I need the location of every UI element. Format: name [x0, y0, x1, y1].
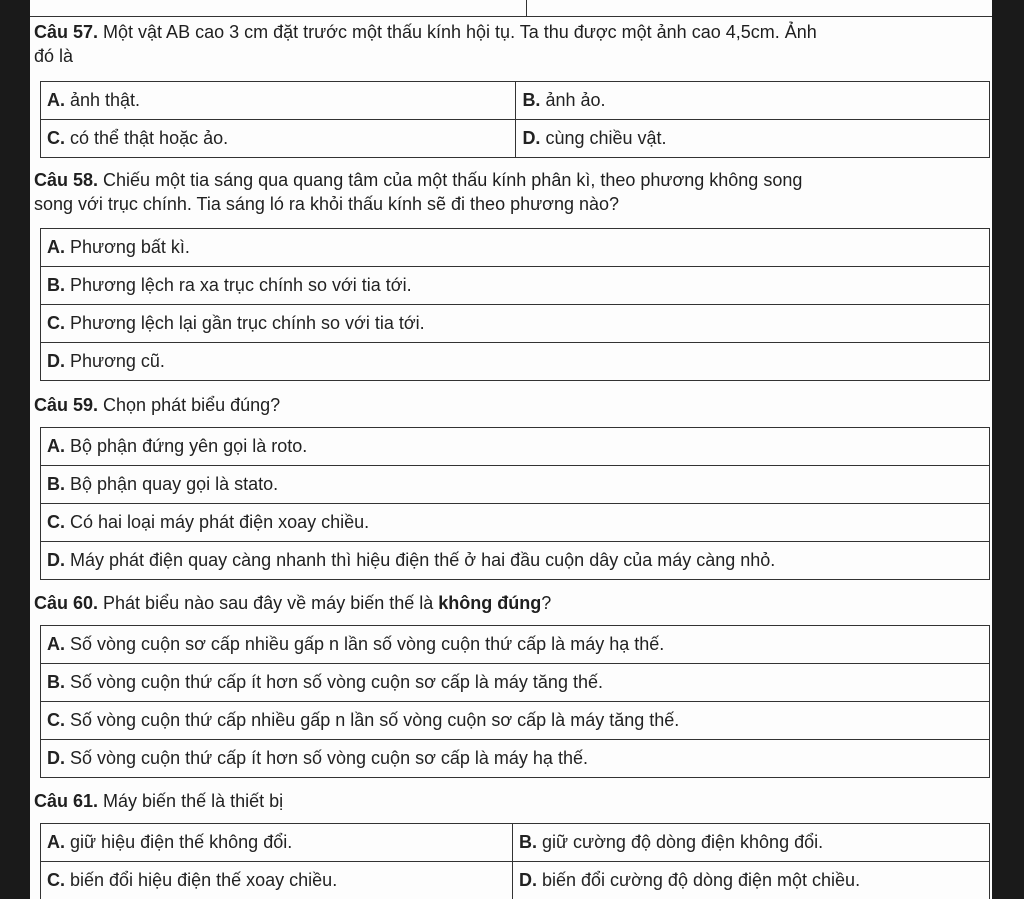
option-a[interactable]: A. Bộ phận đứng yên gọi là roto.: [41, 428, 990, 466]
option-a[interactable]: A. Phương bất kì.: [41, 229, 990, 267]
emphasis-text: không đúng: [438, 593, 542, 613]
question-text-line2: đó là: [34, 46, 74, 66]
option-b[interactable]: B. ảnh ảo.: [516, 82, 990, 120]
answers-57: [40, 81, 990, 158]
answers-59: [40, 427, 990, 580]
option-d[interactable]: D. biến đổi cường độ dòng điện một chiều.: [513, 862, 990, 899]
question-number: Câu 60.: [34, 593, 99, 613]
option-c[interactable]: C. Có hai loại máy phát điện xoay chiều.: [41, 504, 990, 542]
option-d[interactable]: D. Số vòng cuộn thứ cấp ít hơn số vòng cuộn sơ cấp là máy hạ thế.: [41, 740, 990, 778]
option-c[interactable]: C. Phương lệch lại gần trục chính so với tia tới.: [41, 305, 990, 343]
question-number: Câu 58.: [34, 170, 99, 190]
option-a[interactable]: A. ảnh thật.: [41, 82, 516, 120]
option-b[interactable]: B. giữ cường độ dòng điện không đổi.: [513, 824, 990, 862]
question-text: Phát biểu nào sau đây về máy biến thế là: [98, 593, 439, 613]
worksheet-page: [30, 0, 992, 899]
option-d[interactable]: D. Máy phát điện quay càng nhanh thì hiệu điện thế ở hai đầu cuộn dây của máy càng nhỏ.: [41, 542, 990, 580]
option-d[interactable]: D. Phương cũ.: [41, 343, 990, 381]
option-c[interactable]: C. có thể thật hoặc ảo.: [41, 120, 516, 158]
option-b[interactable]: B. Phương lệch ra xa trục chính so với tia tới.: [41, 267, 990, 305]
option-d[interactable]: D. cùng chiều vật.: [516, 120, 990, 158]
question-number: Câu 57.: [34, 22, 99, 42]
option-b[interactable]: B. Số vòng cuộn thứ cấp ít hơn số vòng cuộn sơ cấp là máy tăng thế.: [41, 664, 990, 702]
question-57: [34, 20, 984, 68]
answers-60: [40, 625, 990, 778]
question-text: Một vật AB cao 3 cm đặt trước một thấu kính hội tụ. Ta thu được một ảnh cao 4,5cm. Ảnh: [98, 22, 817, 42]
option-a[interactable]: A. Số vòng cuộn sơ cấp nhiều gấp n lần số vòng cuộn thứ cấp là máy hạ thế.: [41, 626, 990, 664]
question-number: Câu 59.: [34, 395, 99, 415]
option-a[interactable]: A. giữ hiệu điện thế không đổi.: [41, 824, 513, 862]
question-59: [34, 393, 984, 417]
question-number: Câu 61.: [34, 791, 99, 811]
answers-61: [40, 823, 990, 899]
question-60: Câu 60. Phát biểu nào sau đây về máy biến thế là không đúng?: [34, 593, 552, 613]
question-text: Chọn phát biểu đúng?: [98, 395, 281, 415]
question-58: [34, 168, 984, 216]
option-c[interactable]: C. Số vòng cuộn thứ cấp nhiều gấp n lần số vòng cuộn sơ cấp là máy tăng thế.: [41, 702, 990, 740]
question-text: Máy biến thế là thiết bị: [98, 791, 284, 811]
option-c[interactable]: C. biến đổi hiệu điện thế xoay chiều.: [41, 862, 513, 899]
option-b[interactable]: B. Bộ phận quay gọi là stato.: [41, 466, 990, 504]
answers-58: [40, 228, 990, 381]
question-text: Chiếu một tia sáng qua quang tâm của một thấu kính phân kì, theo phương không song: [98, 170, 803, 190]
question-text-line2: song với trục chính. Tia sáng ló ra khỏi thấu kính sẽ đi theo phương nào?: [34, 194, 620, 214]
previous-table-edge: [30, 0, 992, 17]
question-61: [34, 789, 984, 813]
